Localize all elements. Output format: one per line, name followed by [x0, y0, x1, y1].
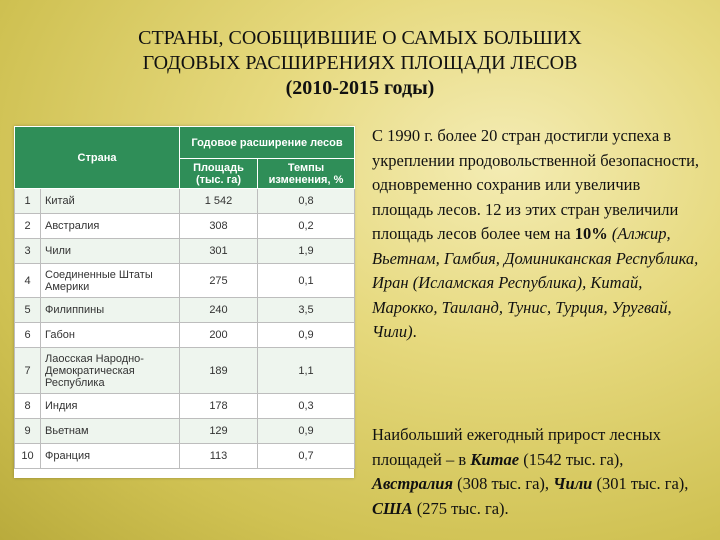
- row-country: Чили: [41, 239, 180, 264]
- para1-text: С 1990 г. более 20 стран достигли успеха в укреплении продовольственной безопасности, одновременно сохранив или увеличив площадь лесов. 12 из этих стран увеличили площадь лесов более чем на: [372, 126, 700, 243]
- row-area: 308: [180, 214, 258, 239]
- row-rate: 3,5: [258, 298, 355, 323]
- row-country: Лаосская Народно-Демократическая Республика: [41, 348, 180, 394]
- row-number: 9: [15, 419, 41, 444]
- para2-usa-value: (275 тыс. га): [412, 498, 505, 518]
- table-row: [15, 298, 355, 323]
- row-number: 7: [15, 348, 41, 394]
- row-rate: 0,1: [258, 264, 355, 298]
- row-number: 1: [15, 189, 41, 214]
- table-row: [15, 214, 355, 239]
- para1-period: .: [412, 322, 417, 341]
- row-number: 2: [15, 214, 41, 239]
- row-country: Филиппины: [41, 298, 180, 323]
- row-rate: 0,8: [258, 189, 355, 214]
- table-row: [15, 444, 355, 469]
- row-area: 200: [180, 323, 258, 348]
- table-row: [15, 239, 355, 264]
- header-group: Годовое расширение лесов: [180, 127, 355, 159]
- slide-title: [40, 26, 680, 101]
- para2-china-value: (1542 тыс. га),: [519, 449, 624, 469]
- row-area: 301: [180, 239, 258, 264]
- row-area: 240: [180, 298, 258, 323]
- para2-text: Наибольший ежегодный прирост лесных площадей – в: [372, 425, 661, 469]
- row-country: Франция: [41, 444, 180, 469]
- table-row: [15, 189, 355, 214]
- row-area: 275: [180, 264, 258, 298]
- row-number: 6: [15, 323, 41, 348]
- para2-china: Китае: [470, 449, 520, 469]
- para1-country-list: (Алжир, Вьетнам, Гамбия, Доминиканская Республика, Иран (Исламская Республика), Китай, Марокко, Таиланд, Тунис, Турция, Уругвай, Чили): [372, 224, 699, 341]
- row-rate: 1,9: [258, 239, 355, 264]
- row-country: Вьетнам: [41, 419, 180, 444]
- header-country: Страна: [15, 127, 180, 189]
- para2-period: .: [504, 498, 509, 518]
- row-rate: 0,9: [258, 323, 355, 348]
- row-rate: 0,3: [258, 394, 355, 419]
- row-number: 5: [15, 298, 41, 323]
- para2-chile-value: (301 тыс. га),: [592, 474, 689, 493]
- header-area: Площадь (тыс. га): [180, 159, 258, 189]
- paragraph-food-security: [372, 124, 702, 345]
- row-country: Индия: [41, 394, 180, 419]
- row-rate: 0,2: [258, 214, 355, 239]
- row-area: 1 542: [180, 189, 258, 214]
- row-area: 113: [180, 444, 258, 469]
- para1-percent: 10%: [574, 224, 608, 243]
- row-area: 189: [180, 348, 258, 394]
- row-number: 4: [15, 264, 41, 298]
- row-country: Соединенные Штаты Америки: [41, 264, 180, 298]
- para2-usa: США: [372, 498, 413, 518]
- row-area: 129: [180, 419, 258, 444]
- table-row: [15, 394, 355, 419]
- row-number: 10: [15, 444, 41, 469]
- para2-chile: Чили: [553, 474, 593, 493]
- row-number: 3: [15, 239, 41, 264]
- para2-australia: Австралия: [372, 474, 453, 493]
- paragraph-largest-growth: [372, 423, 702, 521]
- title-line-2: ГОДОВЫХ РАСШИРЕНИЯХ ПЛОЩАДИ ЛЕСОВ: [142, 52, 578, 74]
- row-country: Австралия: [41, 214, 180, 239]
- table-row: [15, 348, 355, 394]
- row-rate: 1,1: [258, 348, 355, 394]
- forest-expansion-table: [14, 126, 354, 478]
- row-country: Китай: [41, 189, 180, 214]
- row-number: 8: [15, 394, 41, 419]
- table-row: [15, 323, 355, 348]
- header-rate: Темпы изменения, %: [258, 159, 355, 189]
- title-line-3: (2010-2015 годы): [285, 77, 435, 99]
- para2-australia-value: (308 тыс. га),: [452, 474, 554, 493]
- row-rate: 0,9: [258, 419, 355, 444]
- table-row: [15, 264, 355, 298]
- table-row: [15, 419, 355, 444]
- title-line-1: СТРАНЫ, СООБЩИВШИЕ О САМЫХ БОЛЬШИХ: [138, 27, 582, 49]
- row-area: 178: [180, 394, 258, 419]
- row-country: Габон: [41, 323, 180, 348]
- row-rate: 0,7: [258, 444, 355, 469]
- data-table: [14, 126, 355, 469]
